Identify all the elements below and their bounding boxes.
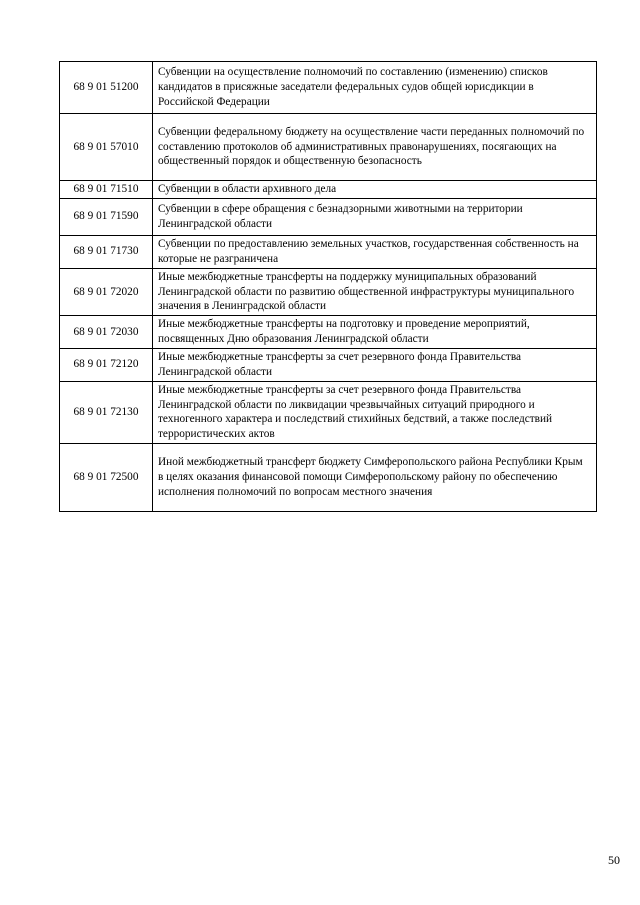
- row-description: Иные межбюджетные трансферты на поддержку муниципальных образований Ленинградской области по развитию общественной инфраструктуры муниципального значения в Ленинградской области: [153, 268, 597, 315]
- row-code: 68 9 01 72120: [60, 348, 153, 381]
- row-description: Иной межбюджетный трансферт бюджету Симферопольского района Республики Крым в целях оказания финансовой помощи Симферопольскому району по обеспечению исполнения полномочий по вопросам местного значения: [153, 443, 597, 511]
- row-code: 68 9 01 71730: [60, 235, 153, 268]
- row-description: Субвенции в области архивного дела: [153, 181, 597, 199]
- table-row: [60, 381, 597, 443]
- table-row: [60, 62, 597, 114]
- row-code: 68 9 01 57010: [60, 114, 153, 181]
- budget-codes-table: [59, 61, 597, 512]
- table-row: [60, 316, 597, 349]
- table-row: [60, 268, 597, 315]
- row-code: 68 9 01 71590: [60, 198, 153, 235]
- table-row: [60, 181, 597, 199]
- table-row: [60, 443, 597, 511]
- row-description: Иные межбюджетные трансферты на подготовку и проведение мероприятий, посвященных Дню образования Ленинградской области: [153, 316, 597, 349]
- row-description: Субвенции по предоставлению земельных участков, государственная собственность на которые не разграничена: [153, 235, 597, 268]
- page-number: 50: [608, 853, 620, 867]
- row-code: 68 9 01 71510: [60, 181, 153, 199]
- row-description: Иные межбюджетные трансферты за счет резервного фонда Правительства Ленинградской области по ликвидации чрезвычайных ситуаций природного и техногенного характера и последствий стихийных бедствий, а также последствий террористических актов: [153, 381, 597, 443]
- table-row: [60, 198, 597, 235]
- row-code: 68 9 01 72500: [60, 443, 153, 511]
- row-code: 68 9 01 51200: [60, 62, 153, 114]
- row-code: 68 9 01 72020: [60, 268, 153, 315]
- row-code: 68 9 01 72130: [60, 381, 153, 443]
- table-row: [60, 114, 597, 181]
- table-row: [60, 235, 597, 268]
- table-row: [60, 348, 597, 381]
- row-description: Субвенции в сфере обращения с безнадзорными животными на территории Ленинградской области: [153, 198, 597, 235]
- row-description: Субвенции на осуществление полномочий по составлению (изменению) списков кандидатов в присяжные заседатели федеральных судов общей юрисдикции в Российской Федерации: [153, 62, 597, 114]
- row-code: 68 9 01 72030: [60, 316, 153, 349]
- row-description: Иные межбюджетные трансферты за счет резервного фонда Правительства Ленинградской области: [153, 348, 597, 381]
- row-description: Субвенции федеральному бюджету на осуществление части переданных полномочий по составлению протоколов об административных правонарушениях, посягающих на общественный порядок и общественную безопасность: [153, 114, 597, 181]
